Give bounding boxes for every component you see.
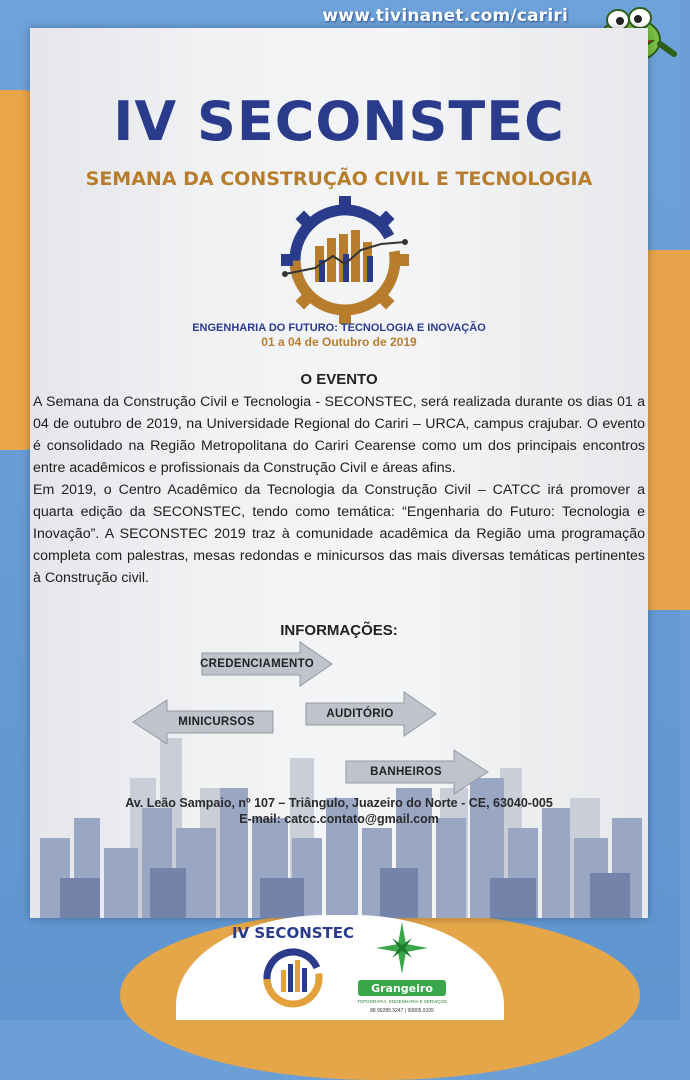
direction-label-credenciamento: CREDENCIAMENTO <box>200 658 314 670</box>
sponsor-name: Grangeiro <box>371 982 433 995</box>
site-url-watermark: www.tivinanet.com/cariri <box>322 6 568 26</box>
gear-city-logo-icon <box>280 198 410 323</box>
grangeiro-sponsor-logo <box>352 920 452 1018</box>
event-email: E-mail: catcc.contato@gmail.com <box>239 812 439 826</box>
badge-title: IV SECONSTEC <box>231 924 355 942</box>
section-heading-event: O EVENTO <box>300 371 378 388</box>
event-description <box>33 391 645 589</box>
poster-title: IV SECONSTEC <box>113 90 565 153</box>
event-address: Av. Leão Sampaio, nº 107 – Triângulo, Juazeiro do Norte - CE, 63040-005 <box>125 796 553 810</box>
sponsor-tagline: TOPOGRAFIA, ENGENHARIA E SERVIÇOS <box>356 999 448 1004</box>
direction-label-banheiros: BANHEIROS <box>370 766 442 778</box>
section-heading-info: INFORMAÇÕES: <box>280 622 398 639</box>
event-dates: 01 a 04 de Outubro de 2019 <box>261 335 417 349</box>
direction-label-auditorio: AUDITÓRIO <box>326 708 394 720</box>
direction-label-minicursos: MINICURSOS <box>178 716 255 728</box>
event-banner <box>30 28 648 918</box>
paragraph: Em 2019, o Centro Acadêmico da Tecnologia da Construção Civil – CATCC irá promover a quarta edição da SECONSTEC, tendo como temática: “Engenharia do Futuro: Tecnologia e Inovação”. A SECONSTEC 2019 traz à comunidade acadêmica da Região uma programação completa com palestras, mesas redondas e minicursos das mais diversas temáticas pertinentes à Construção civil. <box>33 482 645 586</box>
seconstec-badge-logo <box>231 918 355 1016</box>
sponsor-phone: 88 99285.3247 | 99805.9105 <box>370 1008 434 1014</box>
poster-subtitle: SEMANA DA CONSTRUÇÃO CIVIL E TECNOLOGIA <box>85 168 593 190</box>
paragraph: A Semana da Construção Civil e Tecnologia - SECONSTEC, será realizada durante os dias 01 a 04 de outubro de 2019, na Universidade Regional do Cariri – URCA, campus crajubar. O evento é consolidado na Região Metropolitana do Cariri Cearense como um dos principais encontros entre acadêmicos e profissionais da Construção Civil e áreas afins. <box>33 394 645 476</box>
event-tagline: ENGENHARIA DO FUTURO: TECNOLOGIA E INOVAÇÃO <box>192 322 486 334</box>
